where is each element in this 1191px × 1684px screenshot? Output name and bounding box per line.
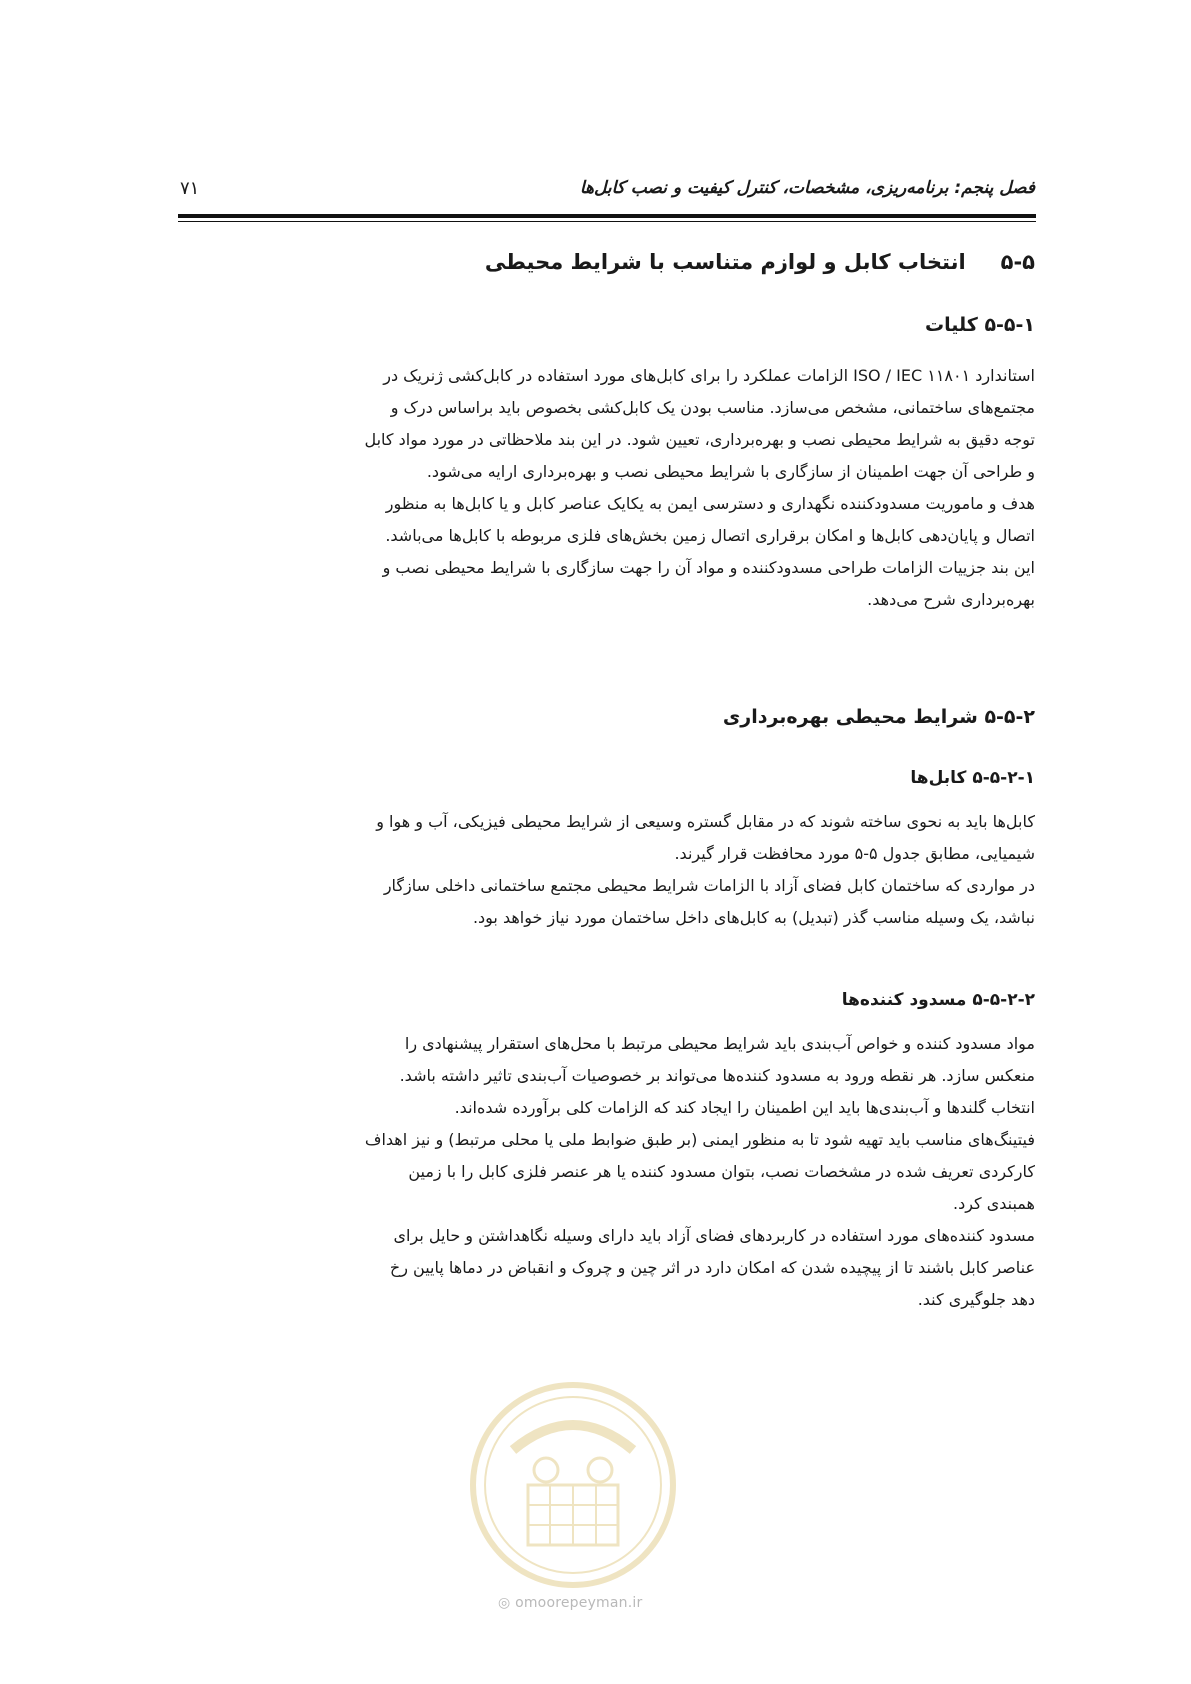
text-line: کارکردی تعریف شده در مشخصات نصب، بتوان مسدود کننده یا هر عنصر فلزی کابل را با زمین <box>408 1162 1035 1181</box>
running-title: فصل پنجم: برنامه‌ریزی، مشخصات، کنترل کیفیت و نصب کابل‌ها <box>579 178 1035 198</box>
text-line: و طراحی آن جهت اطمینان از سازگاری با شرایط محیطی نصب و بهره‌برداری ارایه می‌شود. <box>426 462 1035 481</box>
subsection-number: ۵-۵-۲ <box>984 706 1035 728</box>
subsubsection-heading-cables: ۵-۵-۲-۱ کابل‌ها <box>910 768 1035 788</box>
globe-icon: ◎ <box>498 1595 511 1611</box>
text-line: هدف و ماموریت مسدودکننده نگهداری و دسترسی ایمن به یکایک عناصر کابل و یا کابل‌ها به منظور <box>385 494 1035 513</box>
text-line: فیتینگ‌های مناسب باید تهیه شود تا به منظور ایمنی (بر طبق ضوابط ملی یا محلی مرتبط) و نیز اهداف <box>364 1130 1035 1149</box>
text-line: توجه دقیق به شرایط محیطی نصب و بهره‌برداری، تعیین شود. در این بند ملاحظاتی در مورد مواد کابل <box>364 430 1035 449</box>
header-rule-thin <box>178 221 1036 222</box>
paragraph-cables <box>180 806 1035 934</box>
page-number: ۷۱ <box>180 178 200 199</box>
watermark-url-text: omoorepeyman.ir <box>515 1595 643 1611</box>
text-line: عناصر کابل باشند تا از پیچیده شدن که امکان دارد در اثر چین و چروک و انقباض در دماها پایین رخ <box>389 1258 1035 1277</box>
subsection-heading-general <box>180 314 1035 336</box>
text-line: مواد مسدود کننده و خواص آب‌بندی باید شرایط محیطی مرتبط با محل‌های استقرار پیشنهادی را <box>404 1034 1035 1053</box>
text-line: نباشد، یک وسیله مناسب گذر (تبدیل) به کابل‌های داخل ساختمان مورد نیاز خواهد بود. <box>472 908 1035 927</box>
text-line: این بند جزییات الزامات طراحی مسدودکننده و مواد آن را جهت سازگاری با شرایط محیطی نصب و <box>382 558 1035 577</box>
header-rule-thick <box>178 214 1036 218</box>
text-line: استاندارد ISO / IEC ۱۱۸۰۱ الزامات عملکرد را برای کابل‌های مورد استفاده در کابل‌کشی ژنریک در <box>383 366 1035 385</box>
watermark-url <box>498 1595 642 1611</box>
text-line: همبندی کرد. <box>952 1194 1035 1213</box>
subsection-title: کلیات <box>925 314 978 336</box>
text-line: مسدود کننده‌های مورد استفاده در کاربردهای فضای آزاد باید دارای وسیله نگاهداشتن و حایل برای <box>393 1226 1035 1245</box>
section-number: ۵-۵ <box>1000 250 1035 274</box>
subsubsection-heading-closures: ۵-۵-۲-۲ مسدود کننده‌ها <box>841 990 1035 1010</box>
text-line: مجتمع‌های ساختمانی، مشخص می‌سازد. مناسب بودن یک کابل‌کشی بخصوص باید براساس درک و <box>390 398 1035 417</box>
text-line: شیمیایی، مطابق جدول ۵-۵ مورد محافظت قرار گیرند. <box>674 844 1035 863</box>
subsection-number: ۵-۵-۱ <box>984 314 1035 336</box>
watermark-seal-logo <box>468 1380 678 1590</box>
text-line: دهد جلوگیری کند. <box>917 1290 1035 1309</box>
running-header <box>180 178 1035 208</box>
subsection-heading-operating-conditions <box>180 706 1035 728</box>
text-line: کابل‌ها باید به نحوی ساخته شوند که در مقابل گستره وسیعی از شرایط محیطی فیزیکی، آب و هوا و <box>376 812 1035 831</box>
subsection-title: شرایط محیطی بهره‌برداری <box>722 706 978 728</box>
text-line: اتصال و پایان‌دهی کابل‌ها و امکان برقراری اتصال زمین بخش‌های فلزی مربوطه با کابل‌ها می‌باشد. <box>385 526 1035 545</box>
section-title: انتخاب کابل و لوازم متناسب با شرایط محیطی <box>484 250 966 274</box>
paragraph-closures <box>180 1028 1035 1316</box>
paragraph-general <box>180 360 1035 616</box>
text-line: در مواردی که ساختمان کابل فضای آزاد با الزامات شرایط محیطی مجتمع ساختمانی داخلی سازگار <box>383 876 1035 895</box>
text-line: بهره‌برداری شرح می‌دهد. <box>867 590 1035 609</box>
text-line: منعکس سازد. هر نقطه ورود به مسدود کننده‌ها می‌تواند بر خصوصیات آب‌بندی تاثیر داشته باشد. <box>399 1066 1035 1085</box>
section-heading <box>180 250 1035 274</box>
text-line: انتخاب گلندها و آب‌بندی‌ها باید این اطمینان را ایجاد کند که الزامات کلی برآورده شده‌اند. <box>454 1098 1035 1117</box>
